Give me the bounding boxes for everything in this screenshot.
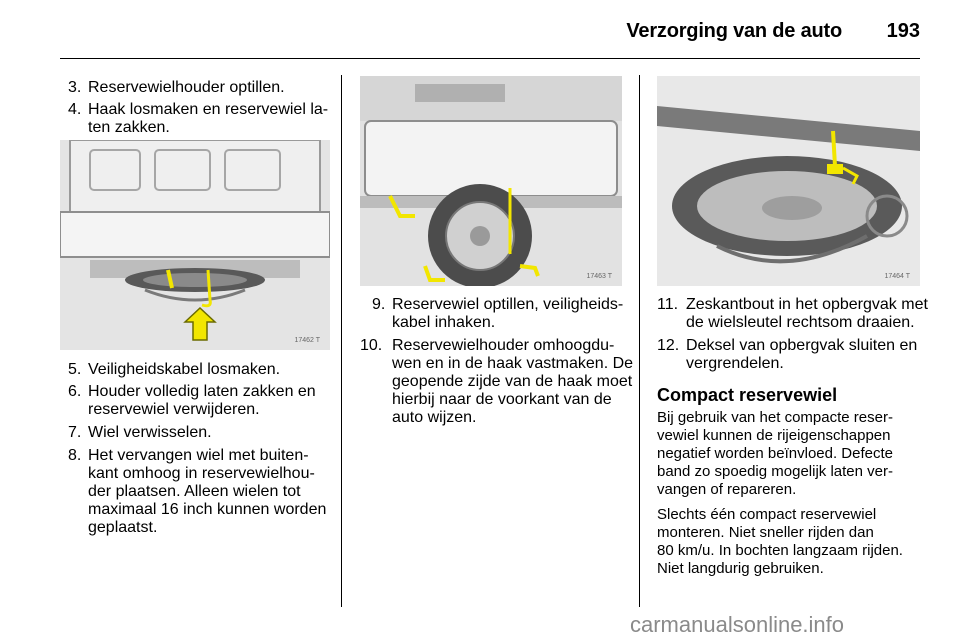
step-text-line: Haak losmaken en reservewiel la-	[88, 101, 329, 118]
step-text-line: Het vervangen wiel met buiten-	[88, 447, 309, 464]
paragraph-compact-wheel-2	[657, 506, 903, 578]
paragraph-line: vewiel kunnen de rijeigenschappen	[657, 427, 891, 444]
step-number: 7.	[68, 424, 82, 441]
step-text-line: wen en in de haak vastmaken. De	[392, 355, 634, 372]
figure-storage-compartment	[657, 76, 920, 286]
paragraph-line: vangen of repareren.	[657, 481, 797, 498]
step-text-line: reservewiel verwijderen.	[88, 401, 260, 418]
figure-spare-wheel-lowering	[60, 140, 330, 350]
step-number: 12.	[657, 337, 680, 354]
step-text-line: Deksel van opbergvak sluiten en	[686, 337, 918, 354]
step-number: 11.	[657, 296, 679, 313]
step-text-line: geplaatst.	[88, 519, 158, 536]
paragraph-line: band zo spoedig mogelijk laten ver-	[657, 463, 893, 480]
step-text-line: Reservewielhouder omhoogdu-	[392, 337, 615, 354]
column-divider-2	[639, 75, 640, 607]
step-number: 4.	[68, 101, 82, 118]
step-text: Reservewielhouder optillen.	[88, 79, 285, 96]
step-text: Veiligheidskabel losmaken.	[88, 361, 281, 378]
step-text: Wiel verwisselen.	[88, 424, 212, 441]
step-number: 5.	[68, 361, 82, 378]
figure-code: 17462 T	[294, 337, 320, 344]
watermark: carmanualsonline.info	[630, 612, 845, 637]
paragraph-line: negatief worden beïnvloed. Defecte	[657, 445, 893, 462]
paragraph-line: 80 km/u. In bochten langzaam rijden.	[657, 542, 903, 559]
paragraph-compact-wheel-1	[657, 409, 893, 499]
step-text-line: kant omhoog in reservewielhou-	[88, 465, 315, 482]
step-number: 8.	[68, 447, 82, 464]
step-text-line: kabel inhaken.	[392, 314, 496, 331]
paragraph-line: Bij gebruik van het compacte reser-	[657, 409, 893, 426]
paragraph-line: Niet langdurig gebruiken.	[657, 560, 824, 577]
figure-spare-wheel-raising	[360, 76, 622, 286]
step-number: 3.	[68, 79, 82, 96]
step-text-line: Houder volledig laten zakken en	[88, 383, 316, 400]
step-text-line: vergrendelen.	[686, 355, 784, 372]
figure-code: 17464 T	[884, 273, 910, 280]
step-text-line: de wielsleutel rechtsom draaien.	[686, 314, 915, 331]
step-text-line: Reservewiel optillen, veiligheids-	[392, 296, 624, 313]
spare-wheel-lowering-illustration	[60, 140, 330, 350]
step-text-line: hierbij naar de voorkant van de	[392, 391, 612, 408]
page-number: 193	[886, 20, 920, 42]
step-number: 9.	[372, 296, 386, 313]
paragraph-line: monteren. Niet sneller rijden dan	[657, 524, 874, 541]
spare-wheel-raising-illustration	[360, 76, 622, 286]
page-header	[60, 0, 920, 59]
step-text-line: Zeskantbout in het opbergvak met	[686, 296, 928, 313]
step-text-line: ten zakken.	[88, 119, 170, 136]
step-text-line: der plaatsen. Alleen wielen tot	[88, 483, 301, 500]
figure-code: 17463 T	[586, 273, 612, 280]
step-number: 6.	[68, 383, 82, 400]
step-number: 10.	[360, 337, 383, 354]
paragraph-line: Slechts één compact reservewiel	[657, 506, 877, 523]
step-text-line: maximaal 16 inch kunnen worden	[88, 501, 327, 518]
section-heading: Compact reservewiel	[657, 385, 838, 405]
column-divider-1	[341, 75, 342, 607]
step-text-line: auto wijzen.	[392, 409, 477, 426]
page-title: Verzorging van de auto	[626, 20, 842, 42]
step-text-line: geopende zijde van de haak moet	[392, 373, 633, 390]
storage-compartment-illustration	[657, 76, 920, 286]
